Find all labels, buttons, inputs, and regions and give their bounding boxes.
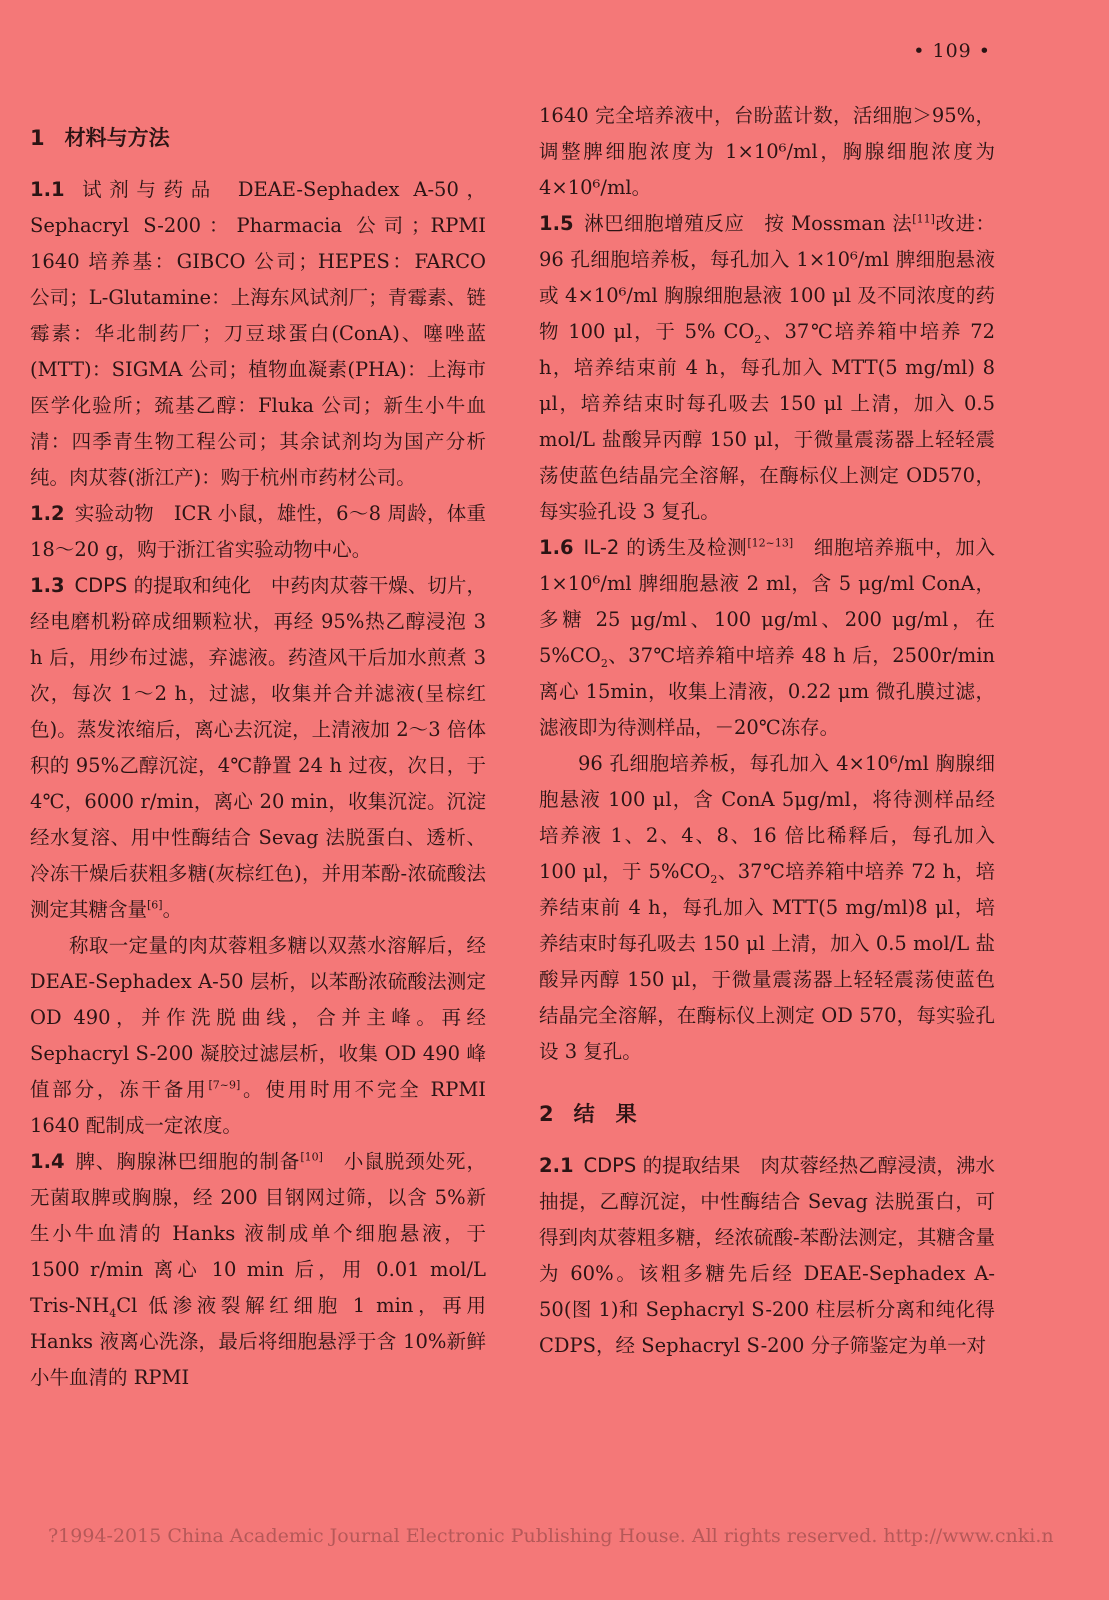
subsection-title: 实验动物: [74, 502, 154, 525]
section-heading-2: [539, 1096, 995, 1132]
paragraph-text: 、37℃培养箱中培养 72 h，培养结束前 4 h，每孔加入 MTT(5 mg/ml) 8 μl，培养结束时每孔吸去 150 μl 上清，加入 0.5 mol/L 盐酸异丙醇 150 μl，于微量震荡器上轻轻震荡使蓝色结晶完全溶解，在酶标仪上测定 OD570，每实验孔设 3 复孔。: [539, 320, 996, 523]
paragraph-1-6b: [539, 746, 995, 1070]
paragraph-text: 。使用时用不完全 RPMI 1640 配制成一定浓度。: [30, 1078, 486, 1137]
paragraph-text: 改进：96 孔细胞培养板，每孔加入 1×10⁶/ml 脾细胞悬液或 4×10⁶/ml 胸腺细胞悬液 100 μl 及不同浓度的药物 100 μl，于 5% CO: [539, 212, 995, 343]
section-number: 1: [30, 126, 45, 150]
subscript: 2: [600, 656, 608, 670]
subsection-number: 1.2: [30, 502, 65, 525]
subsection-number: 1.4: [30, 1150, 65, 1173]
paragraph-1-3b: [30, 928, 486, 1144]
subsection-number: 2.1: [539, 1154, 574, 1177]
left-column: [30, 98, 486, 1396]
paragraph-text: DEAE-Sephadex A-50，Sephacryl S-200：Pharmacia 公司；RPMI 1640 培养基：GIBCO 公司；HEPES：FARCO 公司；L-Glutamine：上海东风试剂厂；青霉素、链霉素：华北制药厂；刀豆球蛋白(ConA)、噻唑蓝(MTT)：SIGMA 公司；植物血凝素(PHA)：上海市医学化验所；巯基乙醇：Fluka 公司；新生小牛血清：四季青生物工程公司；其余试剂均为国产分析纯。肉苁蓉(浙江产)：购于杭州市药材公司。: [30, 178, 486, 489]
citation: [12~13]: [747, 536, 794, 550]
subsection-number: 1.3: [30, 574, 65, 597]
page-number: • 109 •: [913, 40, 991, 62]
citation: [10]: [300, 1150, 323, 1164]
citation: [7~9]: [208, 1078, 241, 1092]
subsection-title: CDPS 的提取和纯化: [74, 574, 251, 597]
paragraph-text: 肉苁蓉经热乙醇浸渍，沸水抽提，乙醇沉淀，中性酶结合 Sevag 法脱蛋白，可得到肉苁蓉粗多糖，经浓硫酸-苯酚法测定，其糖含量为 60%。该粗多糖先后经 DEAE-Sephadex A-50(图 1)和 Sephacryl S-200 柱层析分离和纯化得 CDPS，经 Sephacryl S-200 分子筛鉴定为单一对: [539, 1154, 995, 1357]
subscript: 2: [754, 332, 762, 346]
paragraph-continued: [539, 98, 995, 206]
paragraph-2-1: [539, 1148, 995, 1364]
paragraph-1-6: [539, 530, 995, 746]
subsection-title: 淋巴细胞增殖反应: [583, 212, 745, 235]
section-title: 结 果: [573, 1102, 637, 1126]
paragraph-text: 96 孔细胞培养板，每孔加入 4×10⁶/ml 胸腺细胞悬液 100 μl，含 ConA 5μg/ml，将待测样品经培养液 1、2、4、8、16 倍比稀释后，每孔加入 100 μl，于 5%CO: [539, 752, 995, 883]
subsection-title: CDPS 的提取结果: [583, 1154, 741, 1177]
paragraph-text: 中药肉苁蓉干燥、切片，经电磨机粉碎成细颗粒状，再经 95%热乙醇浸泡 3 h 后，用纱布过滤，弃滤液。药渣风干后加水煎煮 3 次，每次 1～2 h，过滤，收集并合并滤液(呈棕红色)。蒸发浓缩后，离心去沉淀，上清液加 2～3 倍体积的 95%乙醇沉淀，4℃静置 24 h 过夜，次日，于 4℃，6000 r/min，离心 20 min，收集沉淀。沉淀经水复溶、用中性酶结合 Sevag 法脱蛋白、透析、冷冻干燥后获粗多糖(灰棕红色)，并用苯酚-浓硫酸法测定其糖含量: [30, 574, 486, 921]
paragraph-text: 、37℃培养箱中培养 72 h，培养结束前 4 h，每孔加入 MTT(5 mg/ml)8 μl，培养结束时每孔吸去 150 μl 上清，加入 0.5 mol/L 盐酸异丙醇 150 μl，于微量震荡器上轻轻震荡使蓝色结晶完全溶解，在酶标仪上测定 OD 570，每实验孔设 3 复孔。: [539, 860, 995, 1063]
paragraph-text: Cl 低渗液裂解红细胞 1 min，再用 Hanks 液离心洗涤，最后将细胞悬浮于含 10%新鲜小牛血清的 RPMI: [30, 1294, 486, 1389]
paragraph-text: 细胞培养瓶中，加入 1×10⁶/ml 脾细胞悬液 2 ml，含 5 μg/ml ConA，多糖 25 μg/ml、100 μg/ml、200 μg/ml，在 5%CO: [539, 536, 995, 667]
subscript: 4: [109, 1306, 117, 1320]
section-heading-1: [30, 120, 486, 156]
subscript: 2: [710, 872, 718, 886]
paragraph-1-5: [539, 206, 995, 530]
subsection-number: 1.5: [539, 212, 574, 235]
paragraph-1-3: [30, 568, 486, 928]
paragraph-1-1: [30, 172, 486, 496]
paragraph-1-2: [30, 496, 486, 568]
paragraph-1-4: [30, 1144, 486, 1396]
paragraph-text: 小鼠脱颈处死，无菌取脾或胸腺，经 200 目钢网过筛，以含 5%新生小牛血清的 Hanks 液制成单个细胞悬液，于 1500 r/min 离心 10 min 后，用 0.01 mol/L Tris-NH: [30, 1150, 486, 1317]
right-column: [539, 98, 995, 1364]
subsection-number: 1.1: [30, 178, 65, 201]
subsection-title: 试剂与药品: [74, 178, 218, 201]
copyright-footer: ?1994-2015 China Academic Journal Electronic Publishing House. All rights reserved. http://www.cnki.n: [48, 1525, 1054, 1547]
paragraph-text: 按 Mossman 法: [764, 212, 913, 235]
section-title: 材料与方法: [64, 126, 170, 150]
paragraph-text: 1640 完全培养液中，台盼蓝计数，活细胞＞95%，调整脾细胞浓度为 1×10⁶/ml，胸腺细胞浓度为 4×10⁶/ml。: [539, 104, 995, 199]
subsection-title: 脾、胸腺淋巴细胞的制备: [74, 1150, 301, 1173]
section-number: 2: [539, 1102, 554, 1126]
paragraph-text: 称取一定量的肉苁蓉粗多糖以双蒸水溶解后，经 DEAE-Sephadex A-50 层析，以苯酚浓硫酸法测定 OD 490，并作洗脱曲线，合并主峰。再经 Sephacryl S-200 凝胶过滤层析，收集 OD 490 峰值部分，冻干备用: [30, 934, 486, 1101]
paragraph-text: ICR 小鼠，雄性，6～8 周龄，体重 18～20 g，购于浙江省实验动物中心。: [30, 502, 486, 561]
citation: [6]: [147, 898, 163, 912]
paragraph-text: 、37℃培养箱中培养 48 h 后，2500r/min 离心 15min，收集上清液，0.22 μm 微孔膜过滤，滤液即为待测样品，－20℃冻存。: [539, 644, 995, 739]
citation: [11]: [912, 212, 935, 226]
paragraph-text: 。: [162, 898, 183, 921]
subsection-title: IL-2 的诱生及检测: [583, 536, 748, 559]
subsection-number: 1.6: [539, 536, 574, 559]
